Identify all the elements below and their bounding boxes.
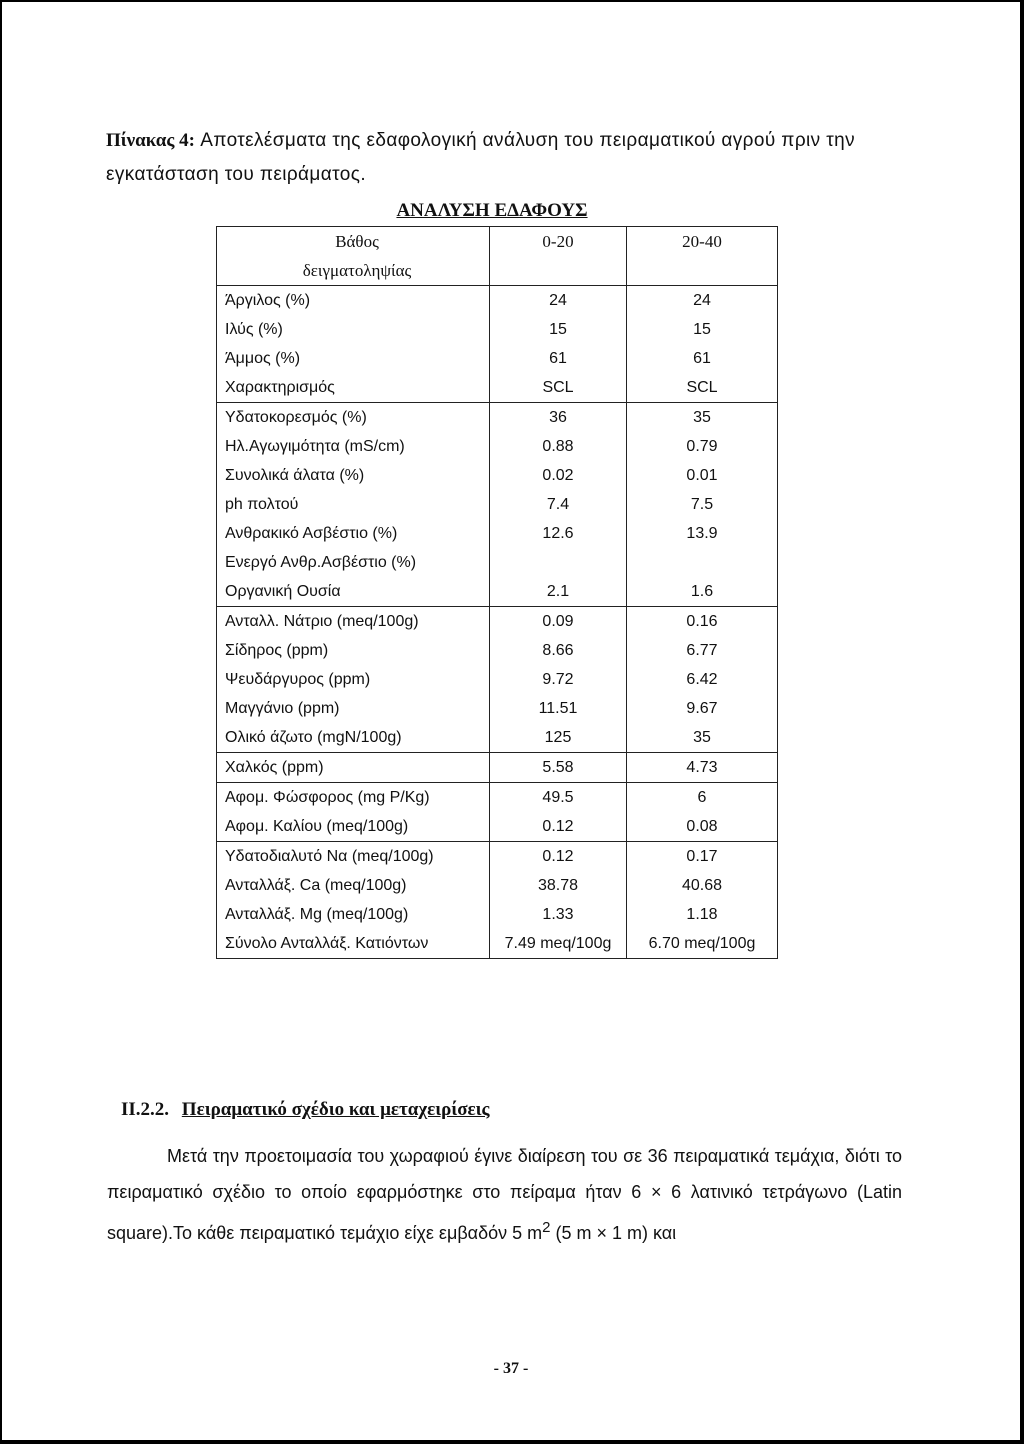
table-row: [217, 871, 778, 900]
value-0-20-cell: 1.33: [490, 900, 627, 929]
value-0-20-cell: 8.66: [490, 636, 627, 665]
value-0-20-cell: 0.12: [490, 812, 627, 842]
table-row: [217, 900, 778, 929]
header-depth-20-40: 20-40: [627, 227, 778, 257]
value-0-20-cell: 0.09: [490, 607, 627, 637]
parameter-cell: Ανταλλάξ. Mg (meq/100g): [217, 900, 490, 929]
value-20-40-cell: 0.17: [627, 842, 778, 872]
paragraph-superscript: 2: [542, 1219, 551, 1236]
value-20-40-cell: 0.01: [627, 461, 778, 490]
table-row: [217, 753, 778, 783]
parameter-cell: Ανταλλ. Νάτριο (meq/100g): [217, 607, 490, 637]
table-row: [217, 929, 778, 959]
table-title: ΑΝΑΛΥΣΗ ΕΔΑΦΟΥΣ: [396, 200, 588, 221]
table-row: [217, 403, 778, 433]
parameter-cell: Χαρακτηρισμός: [217, 373, 490, 403]
table-row: [217, 723, 778, 753]
table-row: [217, 665, 778, 694]
page-number: - 37 -: [493, 1360, 529, 1377]
table-row: [217, 461, 778, 490]
value-0-20-cell: [490, 548, 627, 577]
value-0-20-cell: 2.1: [490, 577, 627, 607]
table-row: [217, 812, 778, 842]
value-0-20-cell: 24: [490, 286, 627, 316]
value-20-40-cell: 13.9: [627, 519, 778, 548]
parameter-cell: Σύνολο Ανταλλάξ. Κατιόντων: [217, 929, 490, 959]
table-row: [217, 432, 778, 461]
value-20-40-cell: 40.68: [627, 871, 778, 900]
parameter-cell: Ανταλλάξ. Ca (meq/100g): [217, 871, 490, 900]
value-0-20-cell: 9.72: [490, 665, 627, 694]
value-0-20-cell: 38.78: [490, 871, 627, 900]
value-0-20-cell: 125: [490, 723, 627, 753]
value-0-20-cell: 5.58: [490, 753, 627, 783]
value-20-40-cell: 35: [627, 403, 778, 433]
value-20-40-cell: 6.42: [627, 665, 778, 694]
value-0-20-cell: SCL: [490, 373, 627, 403]
value-0-20-cell: 61: [490, 344, 627, 373]
parameter-cell: Υδατοδιαλυτό Να (meq/100g): [217, 842, 490, 872]
value-20-40-cell: 24: [627, 286, 778, 316]
value-0-20-cell: 7.4: [490, 490, 627, 519]
parameter-cell: Ιλύς (%): [217, 315, 490, 344]
table-row: [217, 577, 778, 607]
section-heading: [121, 1099, 490, 1121]
table-caption: [106, 124, 906, 192]
value-20-40-cell: 6.77: [627, 636, 778, 665]
value-20-40-cell: 7.5: [627, 490, 778, 519]
parameter-cell: Ηλ.Αγωγιμότητα (mS/cm): [217, 432, 490, 461]
header-depth-label-line2: δειγματοληψίας: [217, 256, 490, 286]
parameter-cell: Μαγγάνιο (ppm): [217, 694, 490, 723]
caption-label: Πίνακας 4:: [106, 130, 195, 151]
parameter-cell: ph πολτού: [217, 490, 490, 519]
parameter-cell: Υδατοκορεσμός (%): [217, 403, 490, 433]
value-20-40-cell: 1.18: [627, 900, 778, 929]
parameter-cell: Αφομ. Καλίου (meq/100g): [217, 812, 490, 842]
value-20-40-cell: 9.67: [627, 694, 778, 723]
table-row: [217, 315, 778, 344]
value-20-40-cell: 0.79: [627, 432, 778, 461]
table-row: [217, 548, 778, 577]
table-row: [217, 783, 778, 813]
value-20-40-cell: 0.08: [627, 812, 778, 842]
caption-text: Αποτελέσματα της εδαφολογική ανάλυση του πειραματικού αγρού πριν την εγκατάσταση του πειράματος.: [106, 130, 855, 185]
header-depth-0-20: 0-20: [490, 227, 627, 257]
parameter-cell: Άργιλος (%): [217, 286, 490, 316]
section-title: Πειραματικό σχέδιο και μεταχειρίσεις: [181, 1099, 490, 1120]
table-row: [217, 842, 778, 872]
table-row: [217, 344, 778, 373]
parameter-cell: Ψευδάργυρος (ppm): [217, 665, 490, 694]
value-20-40-cell: 4.73: [627, 753, 778, 783]
value-20-40-cell: [627, 548, 778, 577]
table-body: [217, 227, 778, 959]
table-row: [217, 373, 778, 403]
table-header-row: [217, 227, 778, 257]
value-20-40-cell: 15: [627, 315, 778, 344]
value-0-20-cell: 49.5: [490, 783, 627, 813]
section-number: ΙΙ.2.2.: [121, 1099, 170, 1120]
value-0-20-cell: 15: [490, 315, 627, 344]
value-0-20-cell: 0.02: [490, 461, 627, 490]
value-0-20-cell: 11.51: [490, 694, 627, 723]
parameter-cell: Συνολικά άλατα (%): [217, 461, 490, 490]
header-depth-label: Βάθος: [217, 227, 490, 257]
value-20-40-cell: 6: [627, 783, 778, 813]
parameter-cell: Ενεργό Ανθρ.Ασβέστιο (%): [217, 548, 490, 577]
parameter-cell: Ανθρακικό Ασβέστιο (%): [217, 519, 490, 548]
table-header-row-2: [217, 256, 778, 286]
value-0-20-cell: 7.49 meq/100g: [490, 929, 627, 959]
body-paragraph: [107, 1138, 902, 1251]
value-20-40-cell: 61: [627, 344, 778, 373]
table-row: [217, 519, 778, 548]
table-row: [217, 286, 778, 316]
parameter-cell: Σίδηρος (ppm): [217, 636, 490, 665]
paragraph-text: Μετά την προετοιμασία του χωραφιού έγινε διαίρεση του σε 36 πειραματικά τεμάχια, διότι το πειραματικό σχέδιο το οποίο εφαρμόστηκε στο πείραμα ήταν 6 × 6 λατινικό τετράγωνο (Latin square).Το κάθε πειραματικό τεμάχιο είχε εμβαδόν 5 m: [107, 1146, 902, 1243]
parameter-cell: Οργανική Ουσία: [217, 577, 490, 607]
value-20-40-cell: 1.6: [627, 577, 778, 607]
value-20-40-cell: SCL: [627, 373, 778, 403]
soil-analysis-table: [216, 226, 778, 959]
value-0-20-cell: 36: [490, 403, 627, 433]
parameter-cell: Άμμος (%): [217, 344, 490, 373]
table-row: [217, 636, 778, 665]
paragraph-text-end: (5 m × 1 m) και: [550, 1223, 677, 1243]
value-0-20-cell: 0.12: [490, 842, 627, 872]
value-0-20-cell: 0.88: [490, 432, 627, 461]
table-row: [217, 490, 778, 519]
parameter-cell: Χαλκός (ppm): [217, 753, 490, 783]
document-page: [2, 2, 1020, 1440]
value-20-40-cell: 0.16: [627, 607, 778, 637]
table-row: [217, 607, 778, 637]
table-row: [217, 694, 778, 723]
parameter-cell: Ολικό άζωτο (mgN/100g): [217, 723, 490, 753]
value-20-40-cell: 35: [627, 723, 778, 753]
value-20-40-cell: 6.70 meq/100g: [627, 929, 778, 959]
parameter-cell: Αφομ. Φώσφορος (mg P/Kg): [217, 783, 490, 813]
value-0-20-cell: 12.6: [490, 519, 627, 548]
